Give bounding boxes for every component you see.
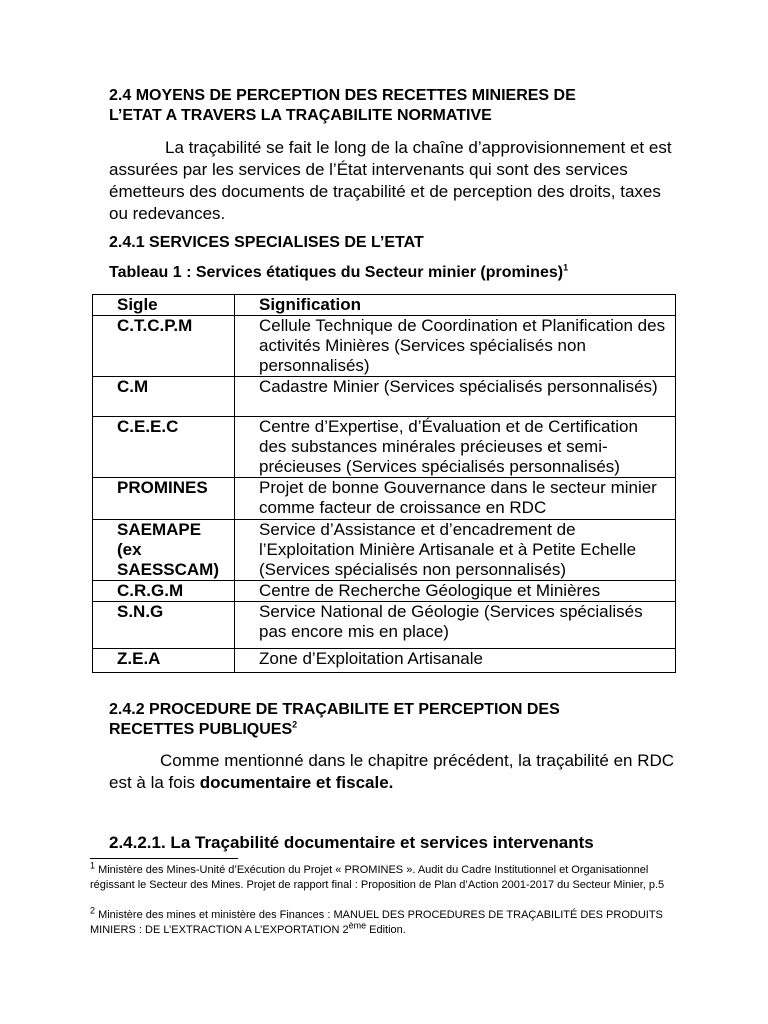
- row-signification: Cellule Technique de Coordination et Planification des activités Minières (Services spécialisés non personnalisés): [235, 316, 676, 377]
- table-caption-text: Tableau 1 : Services étatiques du Secteur minier (promines): [109, 264, 564, 281]
- row-sigle: SAEMAPE (ex SAESSCAM): [93, 520, 235, 581]
- row-signification: Projet de bonne Gouvernance dans le secteur minier comme facteur de croissance en RDC: [235, 478, 676, 520]
- section-heading-2-4: [109, 86, 576, 126]
- footnote-2-mark: 2: [90, 905, 96, 916]
- row-sigle: Z.E.A: [93, 649, 235, 673]
- footnote-ref-1[interactable]: 1: [563, 262, 569, 273]
- footnote-1: [90, 860, 690, 893]
- footnote-1-text: Ministère des Mines-Unité d’Exécution du Projet « PROMINES ». Audit du Cadre Institutionnel et Organisationnel régissant le Secteur des Mines. Projet de rapport final : Proposition de Plan d’Action 2001-2017 du Secteur Minier, p.5: [90, 864, 665, 891]
- row-signification: Service d’Assistance et d’encadrement de l’Exploitation Minière Artisanale et à Petite Echelle (Services spécialisés non personnalisés): [235, 520, 676, 581]
- table-caption: [109, 263, 568, 283]
- footnote-separator: [90, 858, 238, 859]
- services-table: [92, 294, 676, 673]
- footnote-1-mark: 1: [90, 860, 96, 871]
- header-signification: Signification: [235, 295, 676, 316]
- footnote-ref-2[interactable]: 2: [292, 719, 298, 730]
- section-heading-2-4-2: [109, 700, 560, 740]
- intro-paragraph-text: La traçabilité se fait le long de la chaîne d’approvisionnement et est assurées par les services de l’État intervenants qui sont des services émetteurs des documents de traçabilité et de perception des droits, taxes ou redevances.: [109, 138, 672, 223]
- row-sigle: C.R.G.M: [93, 581, 235, 602]
- procedure-paragraph-text: Comme mentionné dans le chapitre précédent, la traçabilité en RDC est à la fois: [109, 751, 675, 792]
- section-heading-2-4-line2: L’ETAT A TRAVERS LA TRAÇABILITE NORMATIVE: [109, 107, 492, 124]
- row-signification: Cadastre Minier (Services spécialisés personnalisés): [235, 377, 676, 417]
- row-sigle: C.E.E.C: [93, 417, 235, 478]
- row-signification: Centre de Recherche Géologique et Minières: [235, 581, 676, 602]
- table-row: [93, 581, 676, 602]
- header-sigle: Sigle: [93, 295, 235, 316]
- section-heading-2-4-2-line2: RECETTES PUBLIQUES: [109, 721, 293, 738]
- table-row: [93, 417, 676, 478]
- procedure-paragraph: [109, 750, 679, 794]
- row-signification: Zone d’Exploitation Artisanale: [235, 649, 676, 673]
- row-sigle: PROMINES: [93, 478, 235, 520]
- footnote-2-superscript: ème: [348, 920, 367, 931]
- row-signification: Centre d’Expertise, d’Évaluation et de Certification des substances minérales précieuses et semi-précieuses (Services spécialisés personnalisés): [235, 417, 676, 478]
- row-sigle: S.N.G: [93, 602, 235, 649]
- table-row: [93, 602, 676, 649]
- row-sigle: C.M: [93, 377, 235, 417]
- procedure-paragraph-bold: documentaire et fiscale.: [199, 773, 394, 792]
- footnote-2: [90, 905, 690, 938]
- section-heading-2-4-1: 2.4.1 SERVICES SPECIALISES DE L’ETAT: [109, 234, 424, 251]
- row-sigle: C.T.C.P.M: [93, 316, 235, 377]
- footnote-2-text: Ministère des mines et ministère des Finances : MANUEL DES PROCEDURES DE TRAÇABILITÉ DES PRODUITS MINIERS : DE L’EXTRACTION A L’EXPORTATION 2: [90, 909, 663, 936]
- table-row: [93, 649, 676, 673]
- intro-paragraph: [109, 137, 679, 225]
- section-heading-2-4-2-1: 2.4.2.1. La Traçabilité documentaire et services intervenants: [109, 833, 594, 852]
- section-heading-2-4-2-line1: 2.4.2 PROCEDURE DE TRAÇABILITE ET PERCEPTION DES: [109, 701, 560, 718]
- table-row: [93, 377, 676, 417]
- table-row: [93, 520, 676, 581]
- row-signification: Service National de Géologie (Services spécialisés pas encore mis en place): [235, 602, 676, 649]
- footnote-2-end: Edition.: [366, 924, 406, 936]
- section-heading-2-4-line1: 2.4 MOYENS DE PERCEPTION DES RECETTES MINIERES DE: [109, 87, 576, 104]
- table-row: [93, 316, 676, 377]
- table-row: [93, 478, 676, 520]
- table-header-row: [93, 295, 676, 316]
